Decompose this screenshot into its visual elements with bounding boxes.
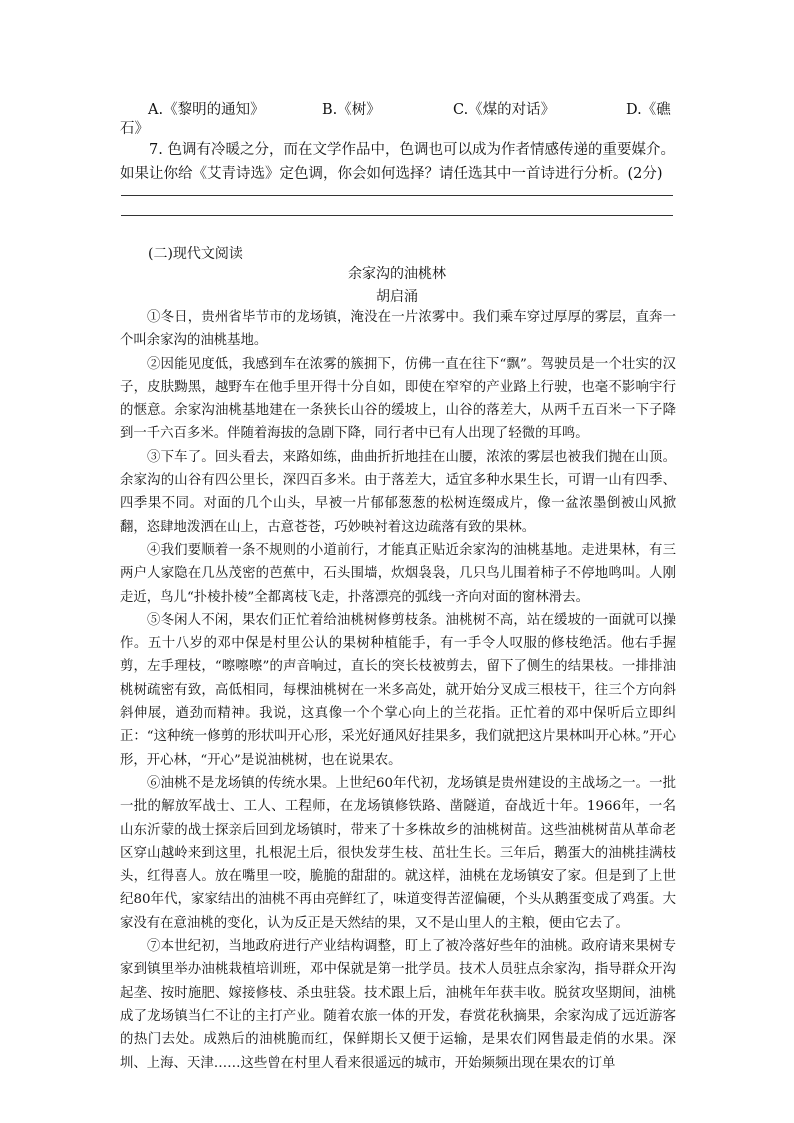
article-body [120,306,676,1075]
paragraph: ⑦本世纪初，当地政府进行产业结构调整，盯上了被冷落好些年的油桃。政府请来果树专家到镇里举办油桃栽植培训班，邓中保就是第一批学员。技术人员驻点余家沟，指导群众开沟起垄、按时施肥、嫁接修枝、杀虫驻袋。技术跟上后，油桃年年获丰收。脱贫攻坚期间，油桃成了龙场镇当仁不让的主打产业。随着农旅一体的开发，春赏花秋摘果，余家沟成了远近游客的热门去处。成熟后的油桃脆而红，保鲜期长又便于运输，是果农们网售最走俏的水果。深圳、上海、天津……这些曾在村里人看来很遥远的城市，开始频频出现在果农的订单 [120,939,676,1071]
section-heading: (二)现代文阅读 [148,246,243,262]
article-author: 胡启涌 [376,289,418,305]
option-a: A.《黎明的通知》 [148,102,265,118]
option-d: D.《礁 [626,102,671,118]
option-d-continued: 石》 [120,121,149,137]
paragraph: ④我们要顺着一条不规则的小道前行，才能真正贴近余家沟的油桃基地。走进果林，有三两户人家隐在几丛茂密的芭蕉中，石头围墙，炊烟袅袅，几只鸟儿围着柿子不停地鸣叫。人刚走近，鸟儿“扑棱扑棱”全都离枝飞走，扑落漂亮的弧线一齐向对面的窗林滑去。 [120,542,676,605]
paragraph: ①冬日，贵州省毕节市的龙场镇，淹没在一片浓雾中。我们乘车穿过厚厚的雾层，直奔一个叫余家沟的油桃基地。 [120,310,676,349]
paragraph: ③下车了。回头看去，来路如练，曲曲折折地挂在山腰，浓浓的雾层也被我们抛在山顶。余家沟的山谷有四公里长，深四百多米。由于落差大，适宜多种水果生长，可谓一山有四季、四季果不同。对面的几个山头，早被一片郁郁葱葱的松树连缀成片，像一盆浓墨倒被山风掀翻，恣肆地泼洒在山上，古意苍苍，巧妙映衬着这边疏落有致的果林。 [120,449,676,535]
option-b: B.《树》 [322,102,381,118]
paragraph: ②因能见度低，我感到车在浓雾的簇拥下，仿佛一直在往下“飘”。驾驶员是一个壮实的汉子，皮肤黝黑，越野车在他手里开得十分自如，即使在窄窄的产业路上行驶，也毫不影响宇行的惬意。余家沟油桃基地建在一条狭长山谷的缓坡上，山谷的落差大，从两千五百米一下子降到一千六百多米。伴随着海拔的急剧下降，同行者中已有人出现了轻微的耳鸣。 [120,356,676,442]
article-title: 余家沟的油桃林 [348,266,446,282]
paragraph: ⑥油桃不是龙场镇的传统水果。上世纪60年代初，龙场镇是贵州建设的主战场之一。一批一批的解放军战士、工人、工程师，在龙场镇修铁路、凿隧道，奋战近十年。1966年，一名山东沂蒙的战士探亲后回到龙场镇时，带来了十多株故乡的油桃树苗。这些油桃树苗从革命老区穿山越岭来到这里，扎根泥土后，很快发芽生枝、茁壮生长。三年后，鹅蛋大的油桃挂满枝头，红得喜人。放在嘴里一咬，脆脆的甜甜的。就这样，油桃在龙场镇安了家。但是到了上世纪80年代，家家结出的油桃不再由亮鲜红了，味道变得苦涩偏硬，个头从鹅蛋变成了鸡蛋。大家没有在意油桃的变化，认为反正是天然结的果，又不是山里人的主粮，便由它去了。 [120,775,676,931]
answer-line-2 [121,215,673,216]
option-c: C.《煤的对话》 [453,102,556,118]
question-7: 7. 色调有冷暖之分，而在文学作品中，色调也可以成为作者情感传递的重要媒介。如果让你给《艾青诗选》定色调，你会如何选择？请任选其中一首诗进行分析。(2分) [120,142,675,182]
answer-line-1 [121,195,673,196]
paragraph: ⑤冬闲人不闲，果农们正忙着给油桃树修剪枝条。油桃树不高，站在缓坡的一面就可以操作。五十八岁的邓中保是村里公认的果树种植能手，有一手令人叹服的修枝绝活。他右手握剪，左手理枝，“嚓嚓嚓”的声音响过，直长的突长枝被剪去，留下了侧生的结果枝。一排排油桃树疏密有致，高低相同，每棵油桃树在一米多高处，就开始分叉成三根枝干，往三个方向斜斜伸展，遒劲而精神。我说，这真像一个个掌心向上的兰花指。正忙着的邓中保听后立即纠正：“这种统一修剪的形状叫开心形，采光好通风好挂果多，我们就把这片果林叫开心林。”开心形，开心林，“开心”是说油桃树，也在说果农。 [120,612,677,768]
